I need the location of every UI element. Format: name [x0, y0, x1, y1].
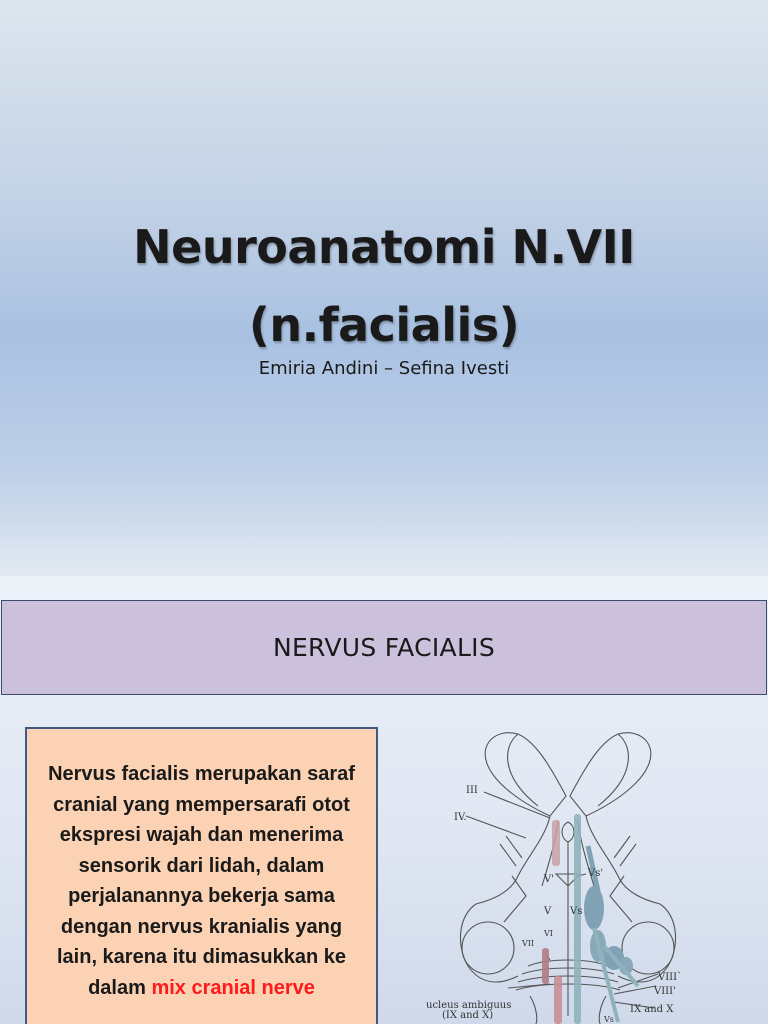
title-line-1: Neuroanatomi N.VII [133, 220, 635, 274]
label-v-prime: V' [544, 874, 554, 885]
label-vs-bottom: Vs [604, 1015, 614, 1024]
left-peduncle [485, 733, 566, 816]
label-vii: VII [522, 939, 535, 948]
description-box [25, 727, 378, 1024]
description-text: Nervus facialis merupakan saraf cranial yang mempersarafi otot ekspresi wajah dan menerima sensorik dari lidah, dalam perjalanannya bekerja sama dengan nervus kranialis yang lain, karena itu dimasukkan ke dalam [48, 763, 355, 999]
slide-subtitle: Emiria Andini – Sefina Ivesti [258, 358, 510, 379]
label-vs: Vs [570, 906, 583, 917]
section-header [1, 600, 767, 695]
slide-title [0, 208, 768, 364]
right-peduncle [570, 733, 651, 816]
label-ix-x: IX and X [630, 1004, 674, 1015]
label-viii-a: VIII` [658, 972, 683, 983]
title-line-2: (n.facialis) [248, 298, 520, 352]
description-highlight: mix cranial nerve [151, 976, 315, 999]
label-v: V [544, 906, 552, 917]
label-nucleus-sub: (IX and X) [442, 1010, 494, 1021]
label-vs-top: Vs' [588, 868, 604, 879]
label-nucleus-ambiguus: ucleus ambiguus [426, 1000, 512, 1011]
label-vi: VI [544, 929, 553, 938]
section-header-label: NERVUS FACIALIS [272, 633, 496, 662]
label-iii: III [466, 785, 478, 796]
label-viii-b: VIII' [654, 986, 676, 997]
brainstem-diagram [418, 726, 718, 1024]
label-iv: IV. [454, 812, 467, 823]
content-slide [0, 576, 768, 1024]
